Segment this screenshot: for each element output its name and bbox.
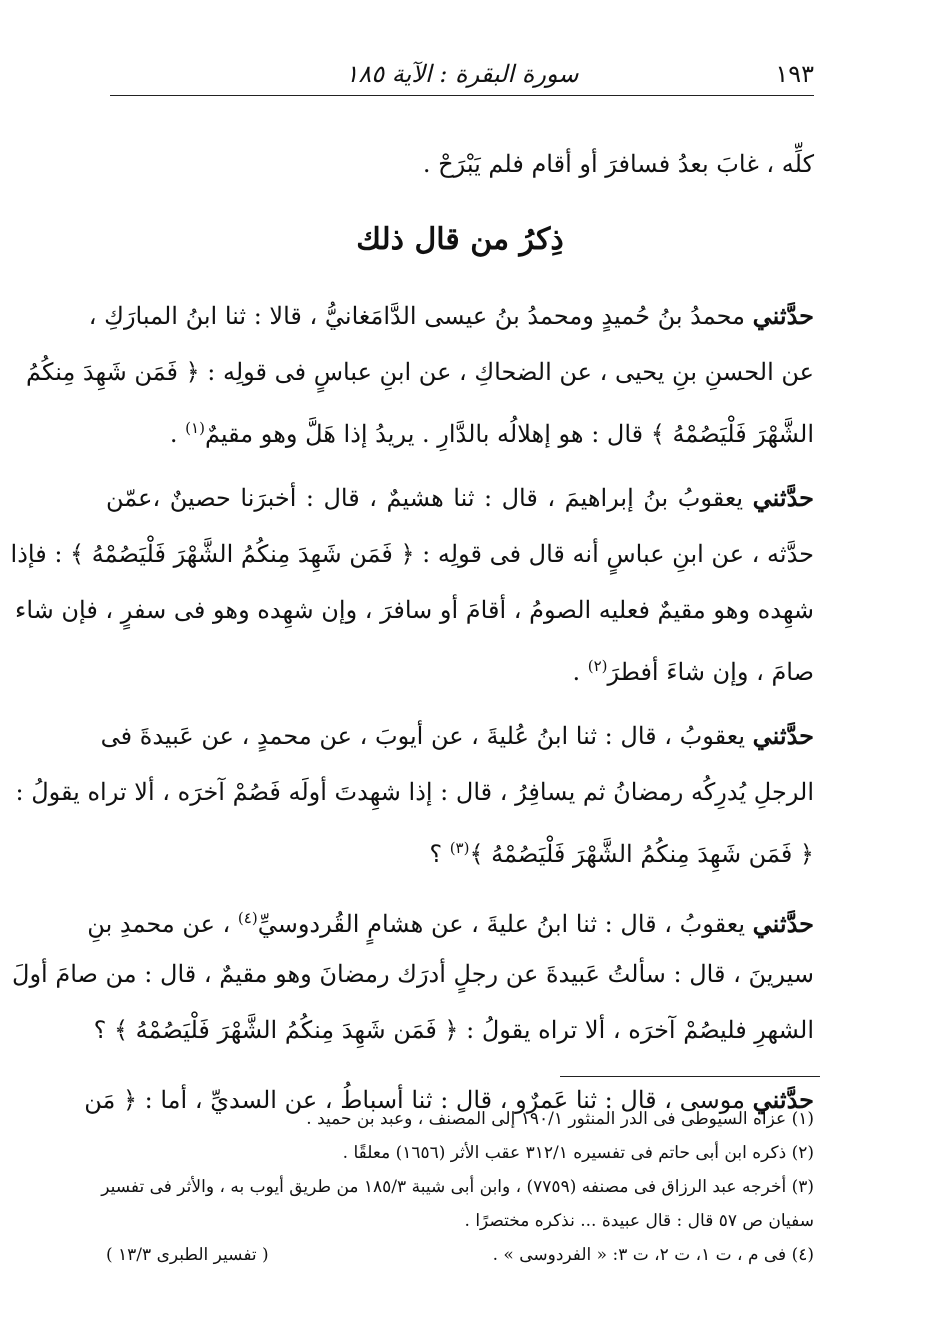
footnote-1: (١) عزاه السيوطى فى الدر المنثور ١٩٠/١ إلى المصنف ، وعبد بن حميد .: [306, 1109, 814, 1129]
text-line: كلِّه ، غابَ بعدُ فسافرَ أو أقام فلم يَبْرَحْ .: [422, 150, 814, 178]
text-line: حدَّثني محمدُ بنُ حُميدٍ ومحمدُ بنُ عيسى الدَّامَغانيُّ ، قالا : ثنا ابنُ المبارَكِ ،: [88, 301, 814, 330]
section-heading: ذِكرُ من قال ذلك: [356, 222, 564, 257]
text-line: الشهرِ فليصُمْ آخرَه ، ألا تراه يقولُ : ﴿ فَمَن شَهِدَ مِنكُمُ الشَّهْرَ فَلْيَصُمْهُ ﴾ ؟: [93, 1016, 814, 1044]
narration-lead: حدَّثني: [752, 483, 814, 512]
page-header: [110, 52, 814, 96]
text-line: حدَّثني يعقوبُ ، قال : ثنا ابنُ عُليةَ ، عن أيوبَ ، عن محمدٍ ، عن عَبيدةَ فى: [100, 721, 814, 750]
footnote-2: (٢) ذكره ابن أبى حاتم فى تفسيره ٣١٢/١ عقب الأثر (١٦٥٦) معلقًا .: [342, 1143, 814, 1163]
text-line: عن الحسنِ بنِ يحيى ، عن الضحاكِ ، عن ابنِ عباسٍ فى قولِه : ﴿ فَمَن شَهِدَ مِنكُمُ: [25, 358, 814, 386]
narration-lead: حدَّثني: [752, 1085, 814, 1114]
footnote-marker: (١): [185, 419, 205, 437]
text-line: سيرينَ ، قال : سألتُ عَبيدةَ عن رجلٍ أدرَك رمضانَ وهو مقيمٌ ، قال : من صامَ أولَ: [12, 960, 814, 988]
paragraph-2: [10, 470, 814, 694]
running-title: سورة البقرة : الآية ١٨٥: [345, 60, 579, 88]
text-line: الشَّهْرَ فَلْيَصُمْهُ ﴾ قال : هو إهلالُه بالدَّارِ . يريدُ إذا هَلَّ وهو مقيمٌ$^{(١)}$ .: [169, 419, 814, 448]
main-text: [10, 136, 814, 1128]
footnote-marker: (٣): [449, 839, 470, 857]
footnote-rule: [560, 1076, 820, 1077]
narration-lead: حدَّثني: [752, 721, 814, 750]
paragraph-3: [15, 708, 814, 876]
narration-lead: حدَّثني: [752, 909, 814, 938]
text-line: شهِده وهو مقيمٌ فعليه الصومُ ، أقامَ أو سافرَ ، وإن شهِده وهو فى سفرٍ ، فإن شاء: [15, 596, 814, 624]
footnote-4: (٤) فى م ، ت ١، ت ٢، ت ٣: « الفردوسى » . ( تفسير الطبرى ١٣/٣ ): [106, 1238, 814, 1272]
text-line: حدَّثني موسى ، قال : ثنا عَمرٌو ، قال : ثنا أسباطُ ، عن السديِّ ، أما : ﴿ مَن: [84, 1085, 814, 1114]
text-line: حدَّثني يعقوبُ بنُ إبراهيمَ ، قال : ثنا هشيمٌ ، قال : أخبرَنا حصينٌ ،عمّن: [106, 483, 814, 512]
volume-signature: ( تفسير الطبرى ١٣/٣ ): [106, 1245, 269, 1265]
page-number: ١٩٣: [775, 60, 814, 88]
text-line: الرجلِ يُدرِكُه رمضانُ ثم يسافِرُ ، قال : إذا شهِدتَ أولَه فَصُمْ آخرَه ، ألا تراه يقولُ :: [15, 778, 814, 806]
footnote-3-cont: سفيان ص ٥٧ قال : قال عبيدة ... نذكره مختصرًا .: [464, 1211, 814, 1231]
paragraph-1: [25, 288, 814, 456]
paragraph-4: [12, 890, 814, 1058]
footnote-marker: (٢): [587, 657, 608, 675]
text-line: حدَّثني يعقوبُ ، قال : ثنا ابنُ عليةَ ، عن هشامٍ القُردوسيِّ$^{(٤)}$ ، عن محمدِ بنِ: [87, 909, 814, 938]
text-line: ﴿ فَمَن شَهِدَ مِنكُمُ الشَّهْرَ فَلْيَصُمْهُ ﴾$^{(٣)}$ ؟: [429, 839, 814, 868]
text-line: حدَّثه ، عن ابنِ عباسٍ أنه قال فى قولِه : ﴿ فَمَن شَهِدَ مِنكُمُ الشَّهْرَ فَلْيَصُمْهُ ﴾ : فإذا: [10, 540, 814, 568]
narration-lead: حدَّثني: [752, 301, 814, 330]
footnote-3: (٣) أخرجه عبد الرزاق فى مصنفه (٧٧٥٩) ، وابن أبى شيبة ١٨٥/٣ من طريق أيوب به ، والأثر فى تفسير: [101, 1177, 814, 1197]
header-rule: [110, 95, 814, 96]
text-line: صامَ ، وإن شاءَ أفطرَ$^{(٢)}$ .: [572, 657, 814, 686]
footnote-marker: (٤): [237, 909, 258, 927]
footnotes: [101, 1102, 814, 1272]
